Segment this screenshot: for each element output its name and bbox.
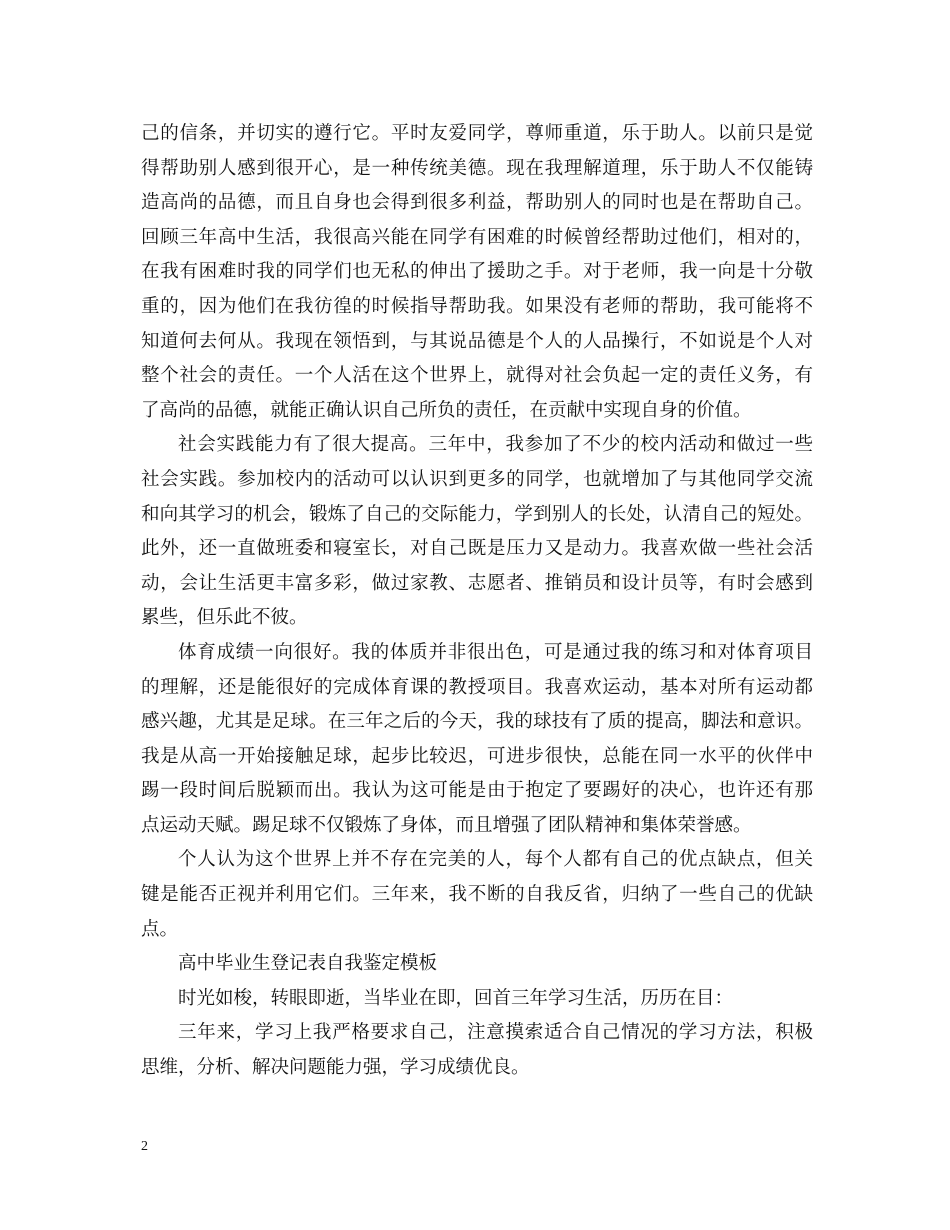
text-line: 社会实践能力有了很大提高。三年中，我参加了不少的校内活动和做过一些 <box>178 434 813 456</box>
text-line: 高中毕业生登记表自我鉴定模板 <box>178 953 438 975</box>
text-line: 个人认为这个世界上并不存在完美的人，每个人都有自己的优点缺点，但关 <box>178 849 813 871</box>
text-line: 动，会让生活更丰富多彩，做过家教、志愿者、推销员和设计员等，有时会感到 <box>141 572 813 594</box>
text-line: 社会实践。参加校内的活动可以认识到更多的同学，也就增加了与其他同学交流 <box>141 468 813 490</box>
text-line: 重的，因为他们在我彷徨的时候指导帮助我。如果没有老师的帮助，我可能将不 <box>141 295 813 317</box>
text-line: 点运动天赋。踢足球不仅锻炼了身体，而且增强了团队精神和集体荣誉感。 <box>141 814 752 836</box>
text-line: 三年来，学习上我严格要求自己，注意摸索适合自己情况的学习方法，积极 <box>178 1022 813 1044</box>
text-line: 键是能否正视并利用它们。三年来，我不断的自我反省，归纳了一些自己的优缺 <box>141 884 813 906</box>
text-line: 感兴趣，尤其是足球。在三年之后的今天，我的球技有了质的提高，脚法和意识。 <box>141 711 813 733</box>
text-line: 回顾三年高中生活，我很高兴能在同学有困难的时候曾经帮助过他们，相对的， <box>141 226 813 248</box>
paragraph <box>141 1016 813 1085</box>
text-line: 得帮助别人感到很开心，是一种传统美德。现在我理解道理，乐于助人不仅能铸 <box>141 157 813 179</box>
text-line: 体育成绩一向很好。我的体质并非很出色，可是通过我的练习和对体育项目 <box>178 641 813 663</box>
text-line: 的理解，还是能很好的完成体育课的教授项目。我喜欢运动，基本对所有运动都 <box>141 676 813 698</box>
text-line: 此外，还一直做班委和寝室长，对自己既是压力又是动力。我喜欢做一些社会活 <box>141 538 813 560</box>
text-line: 时光如梭，转眼即逝，当毕业在即，回首三年学习生活，历历在目： <box>178 987 734 1009</box>
body-text <box>141 117 813 1086</box>
text-line: 累些，但乐此不彼。 <box>141 607 308 629</box>
text-line: 知道何去何从。我现在领悟到，与其说品德是个人的人品操行，不如说是个人对 <box>141 330 813 352</box>
paragraph <box>141 947 813 982</box>
paragraph <box>141 843 813 947</box>
paragraph <box>141 117 813 428</box>
text-line: 整个社会的责任。一个人活在这个世界上，就得对社会负起一定的责任义务，有 <box>141 365 813 387</box>
text-line: 了高尚的品德，就能正确认识自己所负的责任，在贡献中实现自身的价值。 <box>141 399 752 421</box>
page-number: 2 <box>141 1139 148 1154</box>
text-line: 己的信条，并切实的遵行它。平时友爱同学，尊师重道，乐于助人。以前只是觉 <box>141 123 813 144</box>
text-line: 思维，分析、解决问题能力强，学习成绩优良。 <box>141 1057 530 1079</box>
text-line: 在我有困难时我的同学们也无私的伸出了援助之手。对于老师，我一向是十分敬 <box>141 261 813 283</box>
paragraph <box>141 982 813 1017</box>
text-line: 点。 <box>141 918 179 940</box>
paragraph <box>141 428 813 636</box>
text-line: 和向其学习的机会，锻炼了自己的交际能力，学到别人的长处，认清自己的短处。 <box>141 503 813 525</box>
paragraph <box>141 636 813 844</box>
text-line: 我是从高一开始接触足球，起步比较迟，可进步很快，总能在同一水平的伙伴中 <box>141 745 813 767</box>
text-line: 踢一段时间后脱颖而出。我认为这可能是由于抱定了要踢好的决心，也许还有那 <box>141 780 813 802</box>
text-line: 造高尚的品德，而且自身也会得到很多利益，帮助别人的同时也是在帮助自己。 <box>141 192 813 214</box>
